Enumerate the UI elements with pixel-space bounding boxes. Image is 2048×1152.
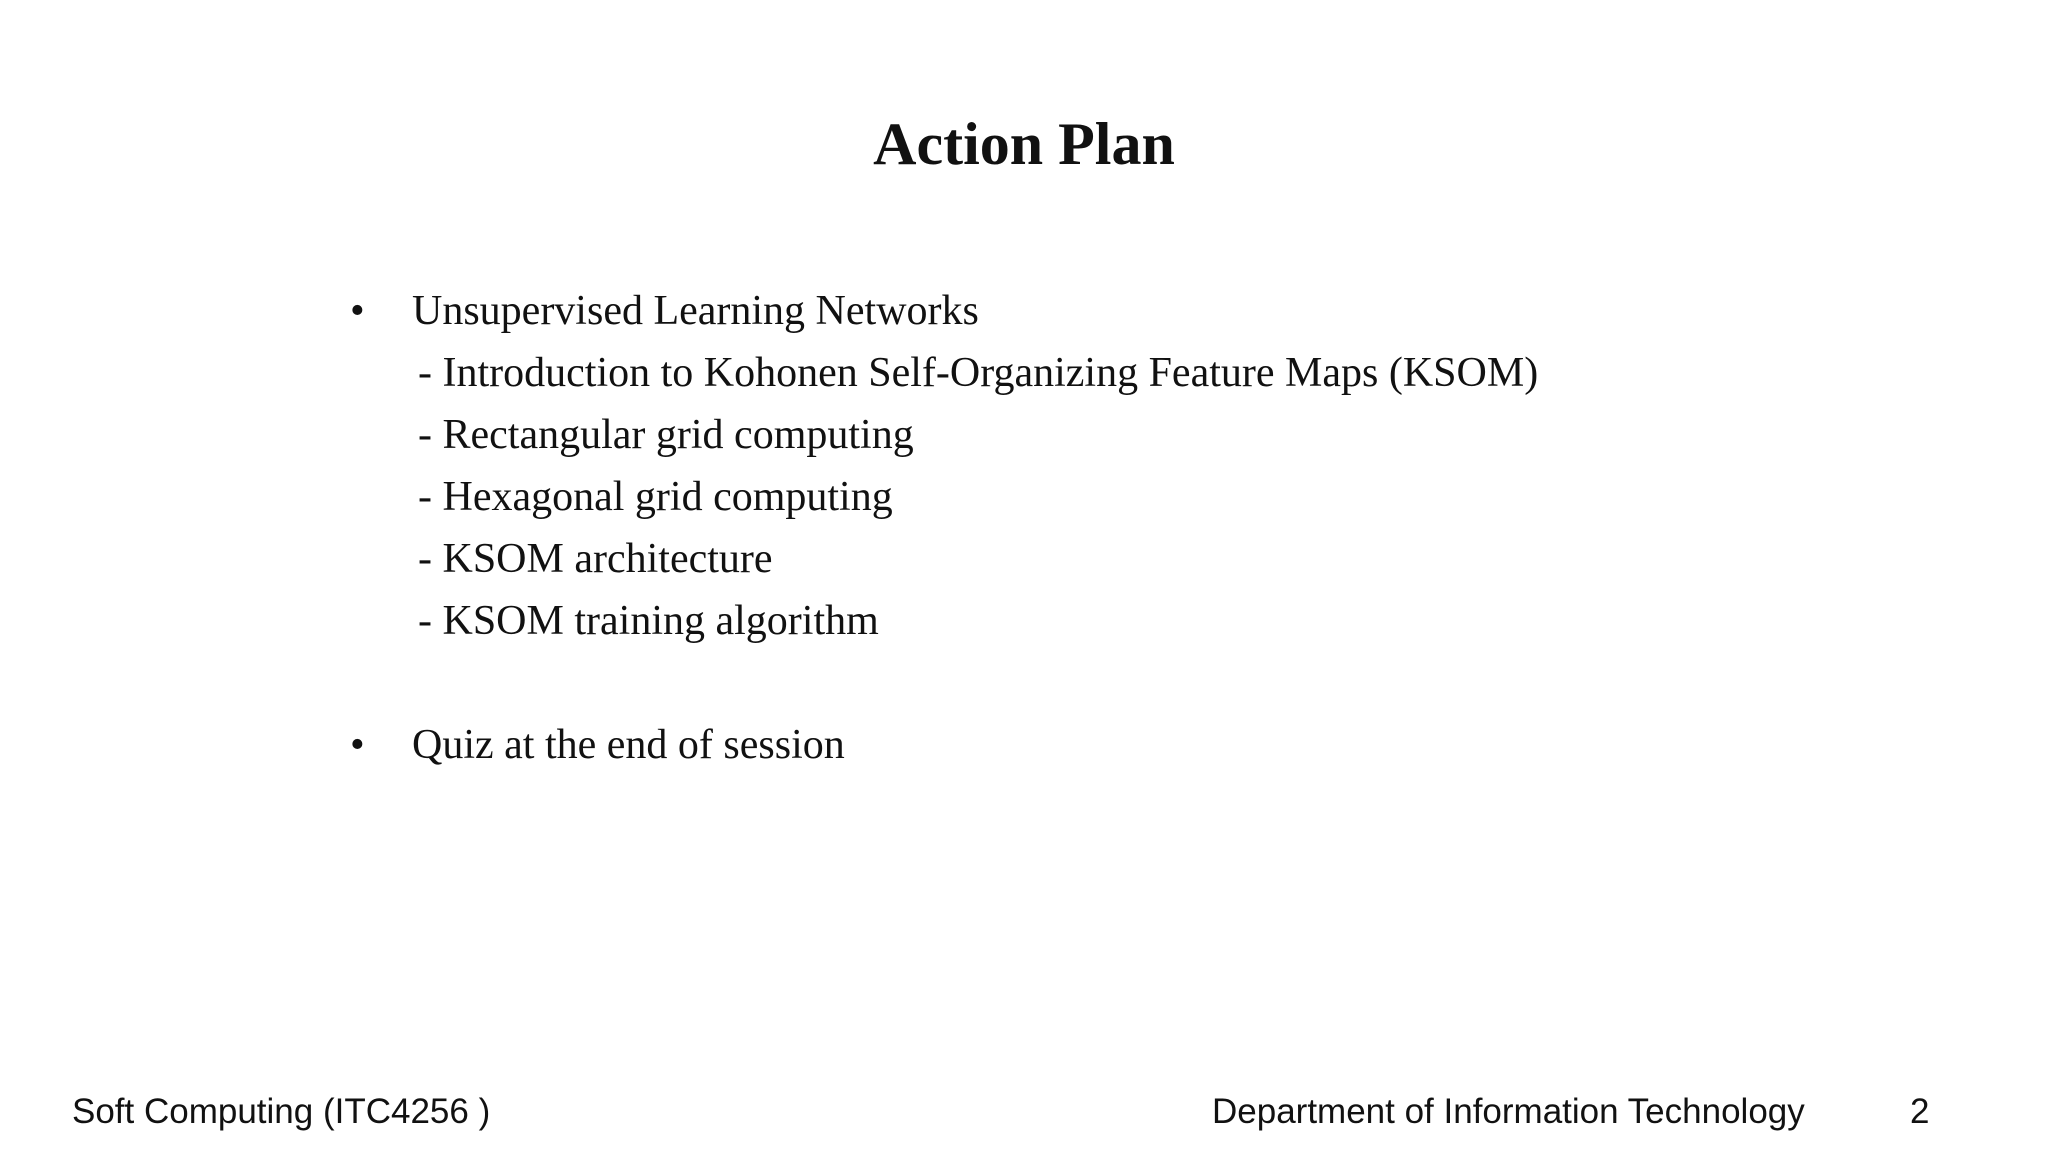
sub-item-ksom-intro: - Introduction to Kohonen Self-Organizing Feature Maps (KSOM)	[418, 350, 1539, 396]
footer-department: Department of Information Technology	[1212, 1092, 1805, 1131]
bullet-item-quiz	[350, 714, 1850, 776]
sub-item-hexagonal-grid: - Hexagonal grid computing	[418, 474, 893, 520]
spacer	[350, 652, 1850, 714]
footer-course: Soft Computing (ITC4256 )	[72, 1092, 491, 1131]
bullet-text: Quiz at the end of session	[412, 722, 845, 768]
slide-title: Action Plan	[873, 111, 1175, 177]
bullet-marker: •	[350, 722, 365, 768]
bullet-item-unsupervised-learning	[350, 280, 1850, 342]
bullet-text: Unsupervised Learning Networks	[412, 288, 979, 334]
sub-item-ksom-architecture: - KSOM architecture	[418, 536, 773, 582]
sub-bullet-list	[350, 342, 1850, 652]
bullet-list	[350, 280, 1850, 776]
sub-item-ksom-training: - KSOM training algorithm	[418, 598, 879, 644]
page-number: 2	[1910, 1092, 1930, 1131]
sub-item-rectangular-grid: - Rectangular grid computing	[418, 412, 914, 458]
bullet-marker: •	[350, 288, 365, 334]
